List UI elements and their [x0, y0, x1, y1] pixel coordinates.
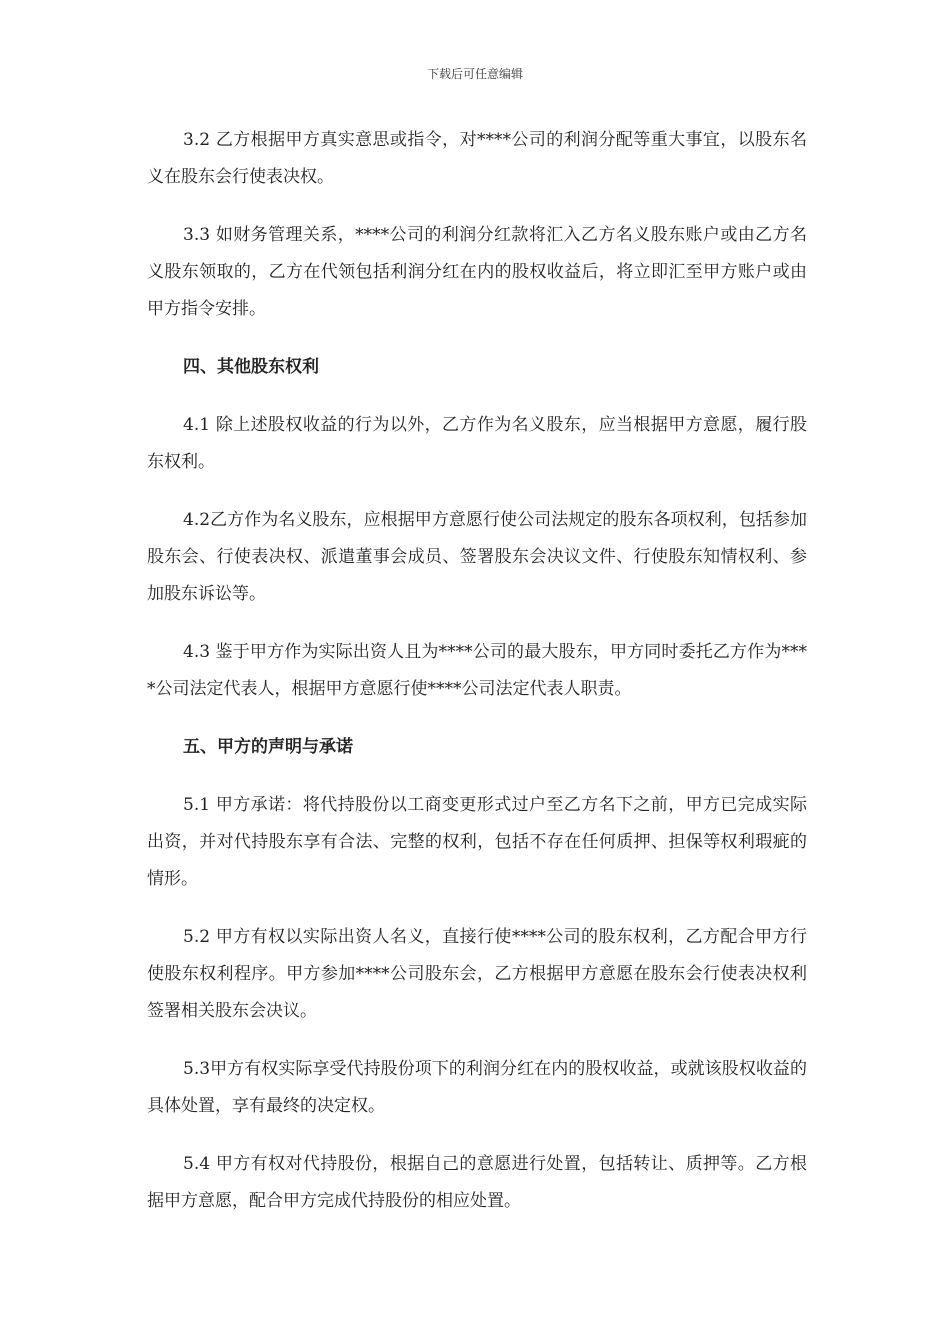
page-header: 下载后可任意编辑 [426, 67, 523, 81]
clause-5-4: 5.4 甲方有权对代持股份，根据自己的意愿进行处置，包括转让、质押等。乙方根据甲方意愿，配合甲方完成代持股份的相应处置。 [147, 1154, 807, 1211]
clause-4-2: 4.2乙方作为名义股东，应根据甲方意愿行使公司法规定的股东各项权利，包括参加股东会、行使表决权、派遣董事会成员、签署股东会决议文件、行使股东知情权利、参加股东诉讼等。 [147, 510, 807, 604]
clause-3-3: 3.3 如财务管理关系，****公司的利润分红款将汇入乙方名义股东账户或由乙方名义股东领取的，乙方在代领包括利润分红在内的股权收益后，将立即汇至甲方账户或由甲方指令安排。 [147, 225, 807, 319]
clause-5-2: 5.2 甲方有权以实际出资人名义，直接行使****公司的股东权利，乙方配合甲方行使股东权利程序。甲方参加****公司股东会，乙方根据甲方意愿在股东会行使表决权利签署相关股东会决议。 [147, 927, 807, 1021]
clause-4-3: 4.3 鉴于甲方作为实际出资人且为****公司的最大股东，甲方同时委托乙方作为****公司法定代表人，根据甲方意愿行使****公司法定代表人职责。 [147, 642, 807, 699]
clause-5-3: 5.3甲方有权实际享受代持股份项下的利润分红在内的股权收益，或就该股权收益的具体处置，享有最终的决定权。 [147, 1059, 807, 1116]
clause-4-1: 4.1 除上述股权收益的行为以外，乙方作为名义股东，应当根据甲方意愿，履行股东权利。 [147, 415, 807, 472]
document-body [147, 122, 807, 1241]
clause-3-2: 3.2 乙方根据甲方真实意思或指令，对****公司的利润分配等重大事宜，以股东名义在股东会行使表决权。 [147, 130, 807, 187]
section-heading-5: 五、甲方的声明与承诺 [183, 737, 353, 757]
clause-5-1: 5.1 甲方承诺：将代持股份以工商变更形式过户至乙方名下之前，甲方已完成实际出资，并对代持股东享有合法、完整的权利，包括不存在任何质押、担保等权利瑕疵的情形。 [147, 795, 807, 889]
section-heading-4: 四、其他股东权利 [183, 357, 319, 377]
